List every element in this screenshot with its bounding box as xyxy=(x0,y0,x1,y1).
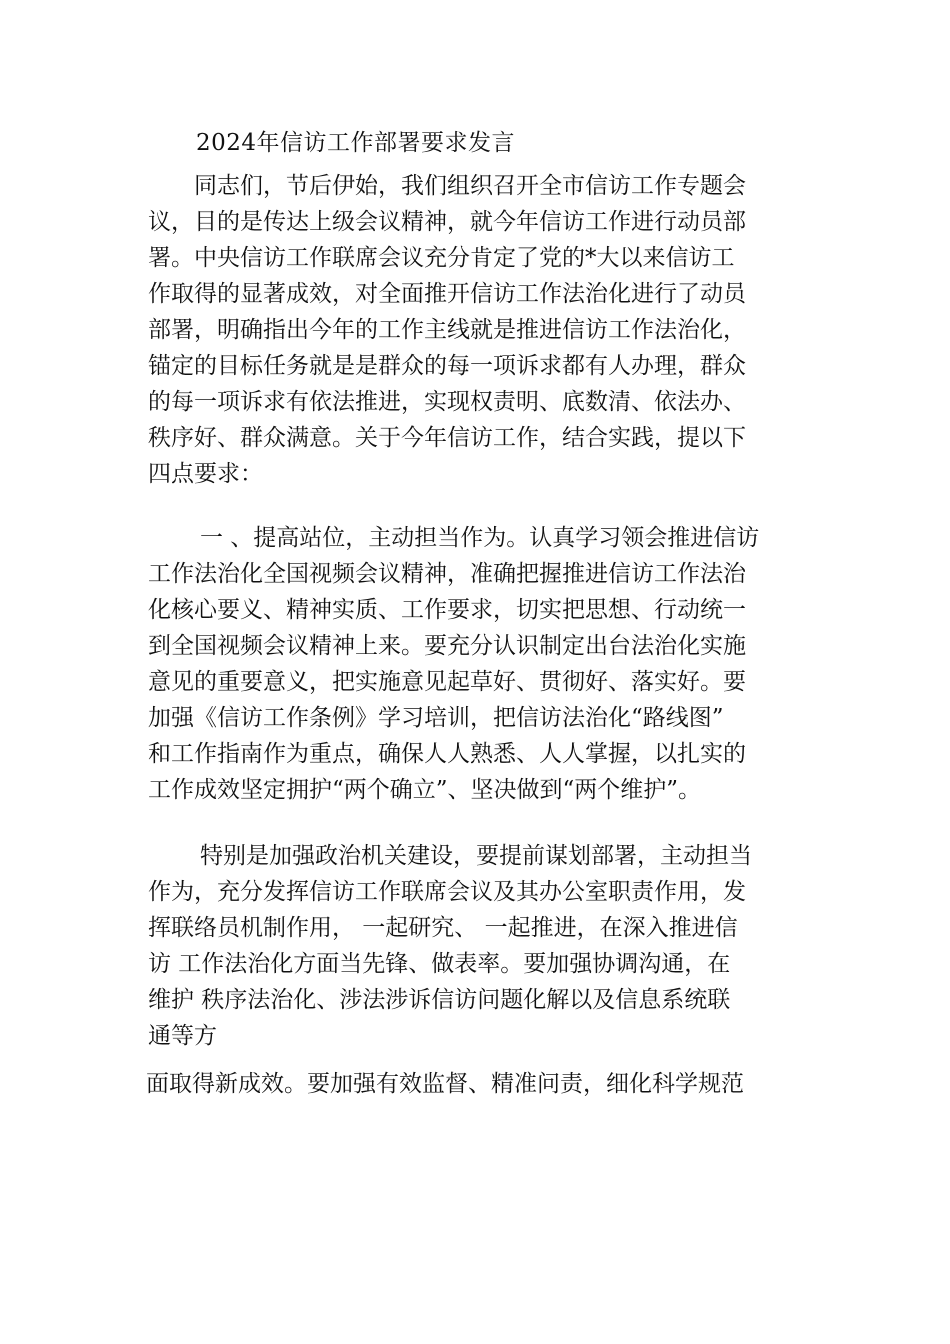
text-line: 同志们，节后伊始，我们组织召开全市信访工作专题会 xyxy=(194,173,746,199)
text-line: 访 工作法治化方面当先锋、做表率。要加强协调沟通，在 xyxy=(148,951,731,977)
paragraph-political-organ xyxy=(148,838,808,1054)
text-line: 四点要求： xyxy=(148,461,263,487)
text-line: 锚定的目标任务就是是群众的每一项诉求都有人办理，群众 xyxy=(148,353,746,379)
text-line: 加强《信访工作条例》学习培训，把信访法治化“路线图” xyxy=(148,705,724,731)
text-line: 维护 秩序法治化、涉法涉诉信访问题化解以及信息系统联 xyxy=(148,987,731,1013)
text-line: 的每一项诉求有依法推进，实现权责明、底数清、依法办、 xyxy=(148,389,746,415)
paragraph-opening xyxy=(148,168,808,492)
text-line: 特别是加强政治机关建设，要提前谋划部署，主动担当 xyxy=(200,843,752,869)
text-line: 议，目的是传达上级会议精神，就今年信访工作进行动员部 xyxy=(148,209,746,235)
document-title: 2024年信访工作部署要求发言 xyxy=(196,130,516,156)
text-line: 作为，充分发挥信访工作联席会议及其办公室职责作用，发 xyxy=(148,879,746,905)
text-line: 和工作指南作为重点，确保人人熟悉、人人掌握，以扎实的 xyxy=(148,741,746,767)
text-line: 工作法治化全国视频会议精神，准确把握推进信访工作法治 xyxy=(148,561,746,587)
paragraph-point-one xyxy=(148,520,808,808)
text-line: 工作成效坚定拥护“两个确立”、坚决做到“两个维护”。 xyxy=(148,777,702,803)
text-line: 部署，明确指出今年的工作主线就是推进信访工作法治化， xyxy=(148,317,746,343)
text-line: 意见的重要意义，把实施意见起草好、贯彻好、落实好。要 xyxy=(148,669,746,695)
text-line: 通等方 xyxy=(148,1023,217,1049)
paragraph-continuation xyxy=(146,1066,806,1102)
text-line: 署。中央信访工作联席会议充分肯定了党的*大以来信访工 xyxy=(148,245,735,271)
text-line: 作取得的显著成效，对全面推开信访工作法治化进行了动员 xyxy=(148,281,746,307)
text-line: 秩序好、群众满意。关于今年信访工作，结合实践，提以下 xyxy=(148,425,746,451)
text-line: 一 、提高站位，主动担当作为。认真学习领会推进信访 xyxy=(200,525,760,551)
text-line: 面取得新成效。要加强有效监督、精准问责，细化科学规范 xyxy=(146,1071,744,1097)
text-line: 化核心要义、精神实质、工作要求，切实把思想、行动统一 xyxy=(148,597,746,623)
text-line: 到全国视频会议精神上来。要充分认识制定出台法治化实施 xyxy=(148,633,746,659)
text-line: 挥联络员机制作用， 一起研究、 一起推进，在深入推进信 xyxy=(148,915,738,941)
